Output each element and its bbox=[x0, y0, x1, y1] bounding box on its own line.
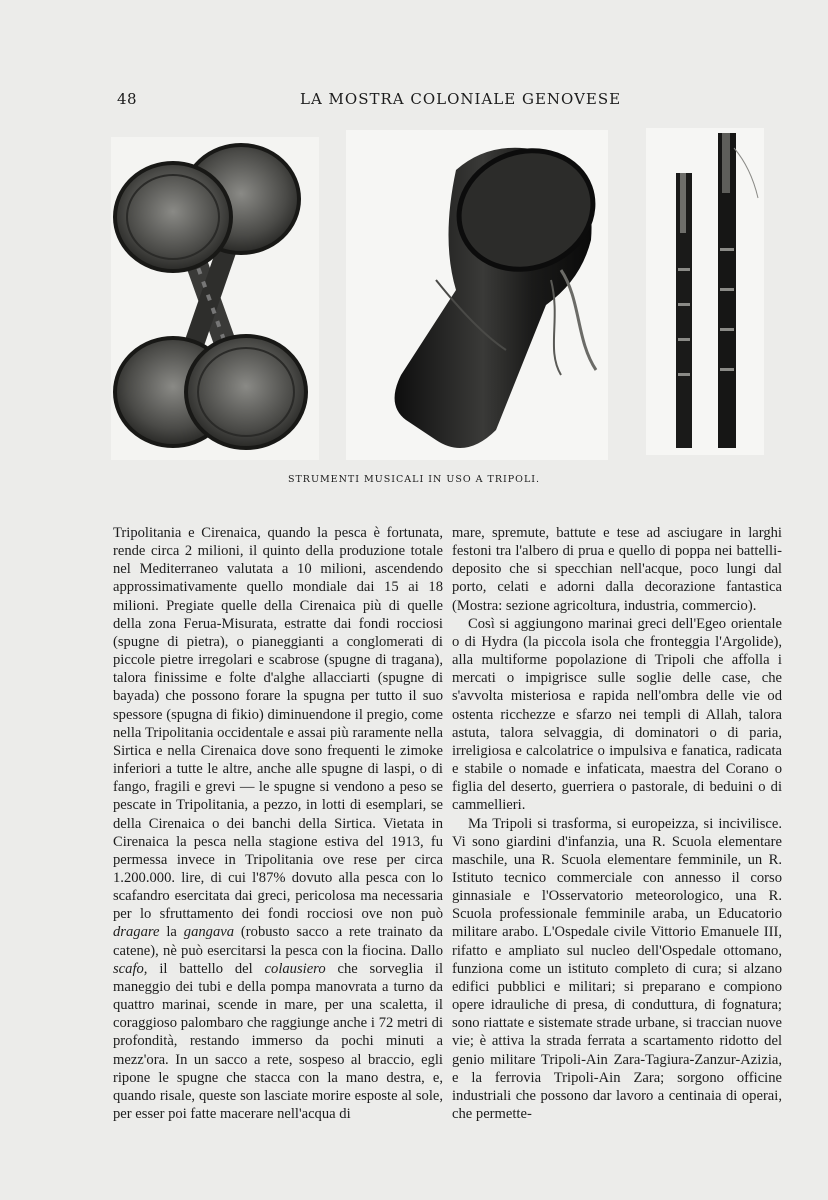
photo-goblet-drum bbox=[346, 130, 608, 460]
text-column-right bbox=[452, 524, 782, 1123]
paragraph: Ma Tripoli si trasforma, si europeizza, si incivilisce. Vi sono giardini d'infanzia, una R. Scuola elementare maschile, una R. Scuola elementare femminile, un R. Istituto tecnico commerciale con annesso il corso ginnasiale e l'Osservatorio meteorologico, una R. Scuola professionale femminile araba, un Educatorio militare arabo. L'Ospedale civile Vittorio Emanuele III, rifatto e ampliato sul nucleo dell'Ospedale ottomano, funziona come un istituto completo di cura; si alzano edifici pubblici e militari; si preparano e compiono opere idrauliche di presa, di conduttura, di fognatura; sono riattate e sistemate strade urbane, si traccian nuove vie; è attiva la strada ferrata a scartamento ridotto del genio militare Tripoli-Ain Zara-Tagiura-Zanzur-Azizia, e la ferrovia Tripoli-Ain Zara; sorgono officine industriali che possono dar lavoro a centinaia di operai, che permette- bbox=[452, 815, 782, 1122]
running-title: LA MOSTRA COLONIALE GENOVESE bbox=[300, 90, 622, 108]
paragraph: Così si aggiungono marinai greci dell'Egeo orientale o di Hydra (la piccola isola che fronteggia l'Argolide), alla multiforme popolazione di Tripoli che affolla i mercati o impigrisce sulle soglie delle case, che s'avvolta misteriosa e rapida nell'ombra delle vie od ostenta ricchezze e sfarzo nei templi di Allah, talora astuta, talora selvaggia, di dominatori o di paria, irreligiosa e calcolatrice o impulsiva e fanatica, radicata e stabile o nomade e infaticata, maestra del Corano o figlia del deserto, guerriera o pastorale, di beduini o di cammellieri. bbox=[452, 615, 782, 814]
text-column-left bbox=[113, 524, 443, 1123]
photo-reed-pipes bbox=[646, 128, 764, 455]
page-number: 48 bbox=[117, 90, 138, 108]
paragraph: mare, spremute, battute e tese ad asciugare in larghi festoni tra l'albero di prua e quello di poppa nei battelli-deposito che si specchian nell'acque, poco lungi dal porto, celati e adorni dalla decorazione fantastica (Mostra: sezione agricoltura, industria, commercio). bbox=[452, 525, 782, 614]
photo-paired-drums bbox=[111, 137, 319, 460]
figure-caption: STRUMENTI MUSICALI IN USO A TRIPOLI. bbox=[287, 474, 541, 485]
paragraph: Tripolitania e Cirenaica, quando la pesca è fortunata, rende circa 2 milioni, il quinto della produzione totale nel Mediterraneo valutata a 10 milioni, ascendendo approssimativamente quello mondiale dai 15 ai 18 milioni. Pregiate quelle della Cirenaica più di quelle della zona Ferua-Misurata, estratte dai fondi rocciosi (spugne di pietra), o pianeggianti a conglomerati di piccole pietre irregolari e scabrose (spugne di tragana), talora finissime e folte d'alghe allacciarti (spugne di bayada) che possono forare la spugna per tutto il suo spessore (spugna di fikio) diminuendone il pregio, come nella Tripolitania occidentale e assai più raramente nella Sirtica e nella Cirenaica dove sono frequenti le zimoke inferiori a tutte le altre, anche alle spugne di laspi, o di fango, fragili e grevi — le spugne si vendono a peso se pescate in Tripolitania, a pezzo, in lotti di esemplari, se della Cirenaica o dei banchi della Sirtica. Vietata in Cirenaica la pesca nella stagione estiva del 1913, fu permessa invece in Tripolitania ove rese per circa 1.200.000. lire, di cui l'87% dovuto alla pesca con lo scafandro esercitata dai greci, pericolosa ma necessaria per lo sfruttamento dei fondi rocciosi ove non può dragare la gangava (robusto sacco a rete trainato da catene), nè può esercitarsi la pesca con la fiocina. Dallo scafo, il battello del colausiero che sorveglia il maneggio dei tubi e della pompa manovrata a turno da quattro marinai, scende in mare, per una scaletta, il coraggioso palombaro che raggiunge anche i 72 metri di profondità, restando immerso da pochi minuti a mezz'ora. In un sacco a rete, sospeso al braccio, egli ripone le spugne che stacca con la mano destra, e, quando risale, queste son lasciate morire esposte al sole, per esser poi fatte macerare nell'acqua di bbox=[113, 525, 443, 1122]
page-header bbox=[0, 90, 828, 112]
